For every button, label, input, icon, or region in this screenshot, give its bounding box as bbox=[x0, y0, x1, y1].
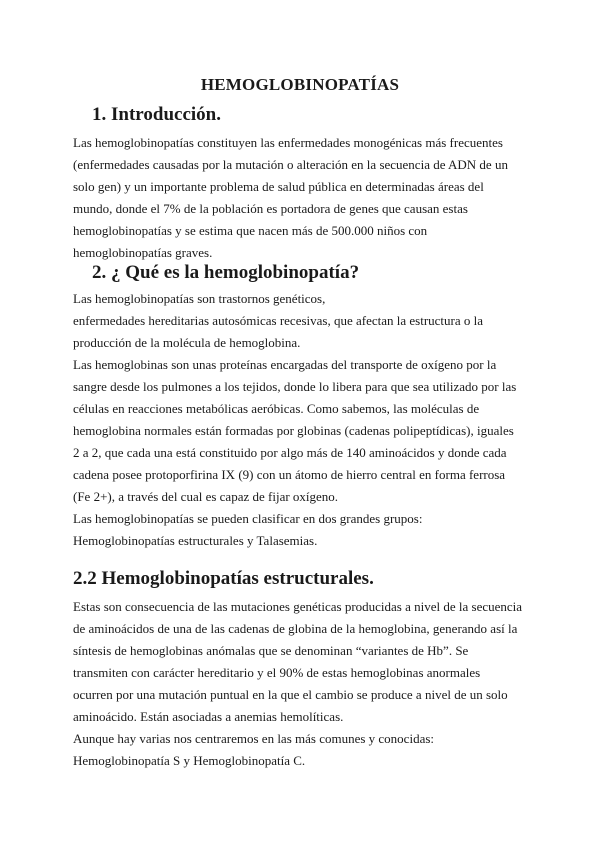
heading-que-es: 2. ¿ Qué es la hemoglobinopatía? bbox=[92, 262, 360, 283]
paragraph-que-es bbox=[73, 288, 543, 552]
text-line: células en reacciones metabólicas aeróbicas. Como sabemos, las moléculas de bbox=[73, 401, 480, 416]
document-title: HEMOGLOBINOPATÍAS bbox=[200, 75, 400, 94]
heading-estructurales: 2.2 Hemoglobinopatías estructurales. bbox=[73, 568, 374, 589]
text-line: transmiten con carácter hereditario y el 90% de estas hemoglobinas anormales bbox=[73, 665, 481, 680]
text-line: Las hemoglobinopatías constituyen las enfermedades monogénicas más frecuentes bbox=[73, 135, 503, 150]
text-line: Las hemoglobinopatías se pueden clasificar en dos grandes grupos: bbox=[73, 511, 423, 526]
text-line: hemoglobinopatías y se estima que nacen más de 500.000 niños con bbox=[73, 223, 428, 238]
text-line: de aminoácidos de una de las cadenas de globina de la hemoglobina, generando así la bbox=[73, 621, 518, 636]
paragraph-estructurales bbox=[73, 596, 543, 772]
text-line: hemoglobinopatías graves. bbox=[73, 245, 213, 260]
text-line: (Fe 2+), a través del cual es capaz de fijar oxígeno. bbox=[73, 489, 339, 504]
text-line: síntesis de hemoglobinas anómalas que se denominan “variantes de Hb”. Se bbox=[73, 643, 469, 658]
text-line: (enfermedades causadas por la mutación o alteración en la secuencia de ADN de un bbox=[73, 157, 508, 172]
text-line: producción de la molécula de hemoglobina. bbox=[73, 335, 301, 350]
text-line: Estas son consecuencia de las mutaciones genéticas producidas a nivel de la secuencia bbox=[73, 599, 523, 614]
heading-introduccion: 1. Introducción. bbox=[92, 104, 221, 125]
text-line: solo gen) y un importante problema de salud pública en determinadas áreas del bbox=[73, 179, 484, 194]
paragraph-introduccion bbox=[73, 132, 543, 264]
text-line: sangre desde los pulmones a los tejidos, donde lo libera para que sea utilizado por las bbox=[73, 379, 517, 394]
text-line: cadena posee protoporfirina IX (9) con un átomo de hierro central en forma ferrosa bbox=[73, 467, 506, 482]
text-line: Las hemoglobinas son unas proteínas encargadas del transporte de oxígeno por la bbox=[73, 357, 497, 372]
text-line: Las hemoglobinopatías son trastornos genéticos, bbox=[73, 291, 326, 306]
text-line: ocurren por una mutación puntual en la que el cambio se produce a nivel de un solo bbox=[73, 687, 508, 702]
text-line: hemoglobina normales están formadas por globinas (cadenas polipeptídicas), iguales bbox=[73, 423, 514, 438]
text-line: Hemoglobinopatía S y Hemoglobinopatía C. bbox=[73, 753, 306, 768]
text-line: mundo, donde el 7% de la población es portadora de genes que causan estas bbox=[73, 201, 468, 216]
text-line: aminoácido. Están asociadas a anemias hemolíticas. bbox=[73, 709, 344, 724]
text-line: Aunque hay varias nos centraremos en las más comunes y conocidas: bbox=[73, 731, 435, 746]
text-line: 2 a 2, que cada una está constituido por algo más de 140 aminoácidos y donde cada bbox=[73, 445, 507, 460]
text-line: enfermedades hereditarias autosómicas recesivas, que afectan la estructura o la bbox=[73, 313, 484, 328]
text-line: Hemoglobinopatías estructurales y Talasemias. bbox=[73, 533, 318, 548]
